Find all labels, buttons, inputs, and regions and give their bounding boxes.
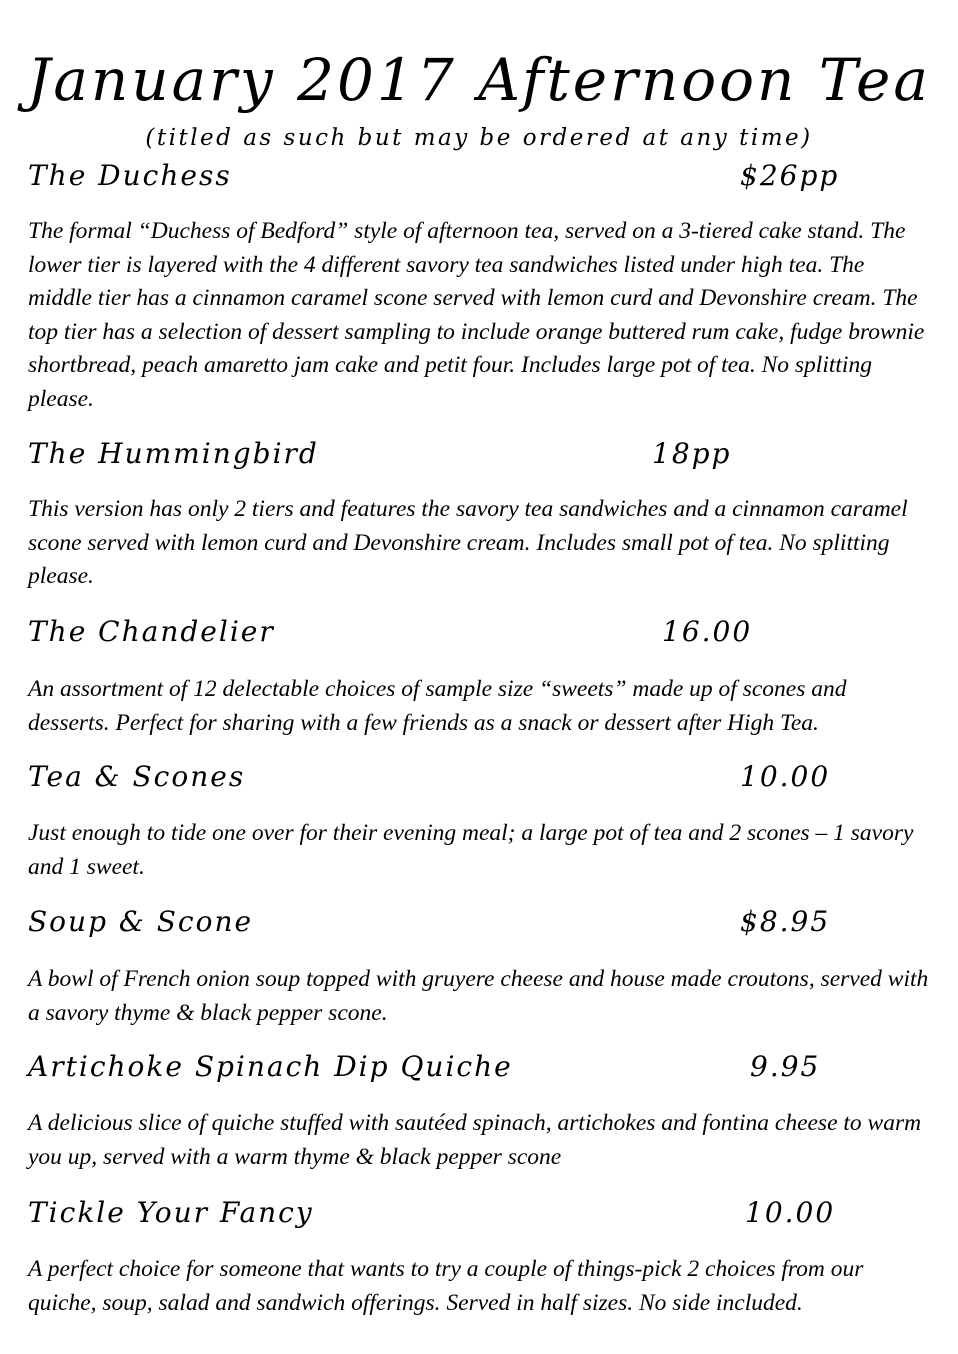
menu-item-name-soup-scone: Soup & Scone [28, 905, 254, 938]
menu-item-price-duchess: $26pp [740, 159, 840, 192]
menu-item-description-artichoke-quiche: A delicious slice of quiche stuffed with sautéed spinach, artichokes and fontina cheese to warm you up, served with a warm thyme & black pepper scone [28, 1110, 922, 1170]
menu-item-name-hummingbird: The Hummingbird [28, 437, 319, 470]
menu-item-name-chandelier: The Chandelier [28, 615, 275, 648]
menu-item-name-tickle-fancy: Tickle Your Fancy [28, 1196, 314, 1229]
page-subtitle: (titled as such but may be ordered at any time) [145, 125, 813, 151]
menu-item-price-chandelier: 16.00 [662, 615, 753, 648]
menu-item-description-duchess: The formal “Duchess of Bedford” style of afternoon tea, served on a 3-tiered cake stand. The lower tier is layered with the 4 different savory tea sandwiches listed under high tea. The middle tier has a cinnamon caramel scone served with lemon curd and Devonshire cream. The top tier has a selection of dessert sampling to include orange buttered rum cake, fudge brownie shortbread, peach amaretto jam cake and petit four. Includes large pot of tea. No splitting please. [28, 218, 925, 412]
page-title: January 2017 Afternoon Tea [27, 46, 931, 114]
menu-item-description-chandelier: An assortment of 12 delectable choices of sample size “sweets” made up of scones and desserts. Perfect for sharing with a few friends as a snack or dessert after High Tea. [28, 676, 847, 736]
menu-item-price-artichoke-quiche: 9.95 [750, 1050, 821, 1083]
menu-item-description-tickle-fancy: A perfect choice for someone that wants to try a couple of things-pick 2 choices from our quiche, soup, salad and sandwich offerings. Served in half sizes. No side included. [28, 1256, 864, 1316]
menu-item-description-tea-scones: Just enough to tide one over for their evening meal; a large pot of tea and 2 scones – 1 savory and 1 sweet. [28, 820, 914, 880]
menu-item-price-tea-scones: 10.00 [740, 760, 831, 793]
menu-item-price-hummingbird: 18pp [652, 437, 732, 470]
menu-item-name-tea-scones: Tea & Scones [28, 760, 246, 793]
menu-item-price-soup-scone: $8.95 [740, 905, 831, 938]
menu-item-price-tickle-fancy: 10.00 [745, 1196, 836, 1229]
menu-item-description-soup-scone: A bowl of French onion soup topped with gruyere cheese and house made croutons, served with a savory thyme & black pepper scone. [28, 966, 929, 1026]
menu-item-name-artichoke-quiche: Artichoke Spinach Dip Quiche [28, 1050, 513, 1083]
menu-item-name-duchess: The Duchess [28, 159, 232, 192]
menu-item-description-hummingbird: This version has only 2 tiers and features the savory tea sandwiches and a cinnamon caramel scone served with lemon curd and Devonshire cream. Includes small pot of tea. No splitting please. [28, 496, 908, 589]
